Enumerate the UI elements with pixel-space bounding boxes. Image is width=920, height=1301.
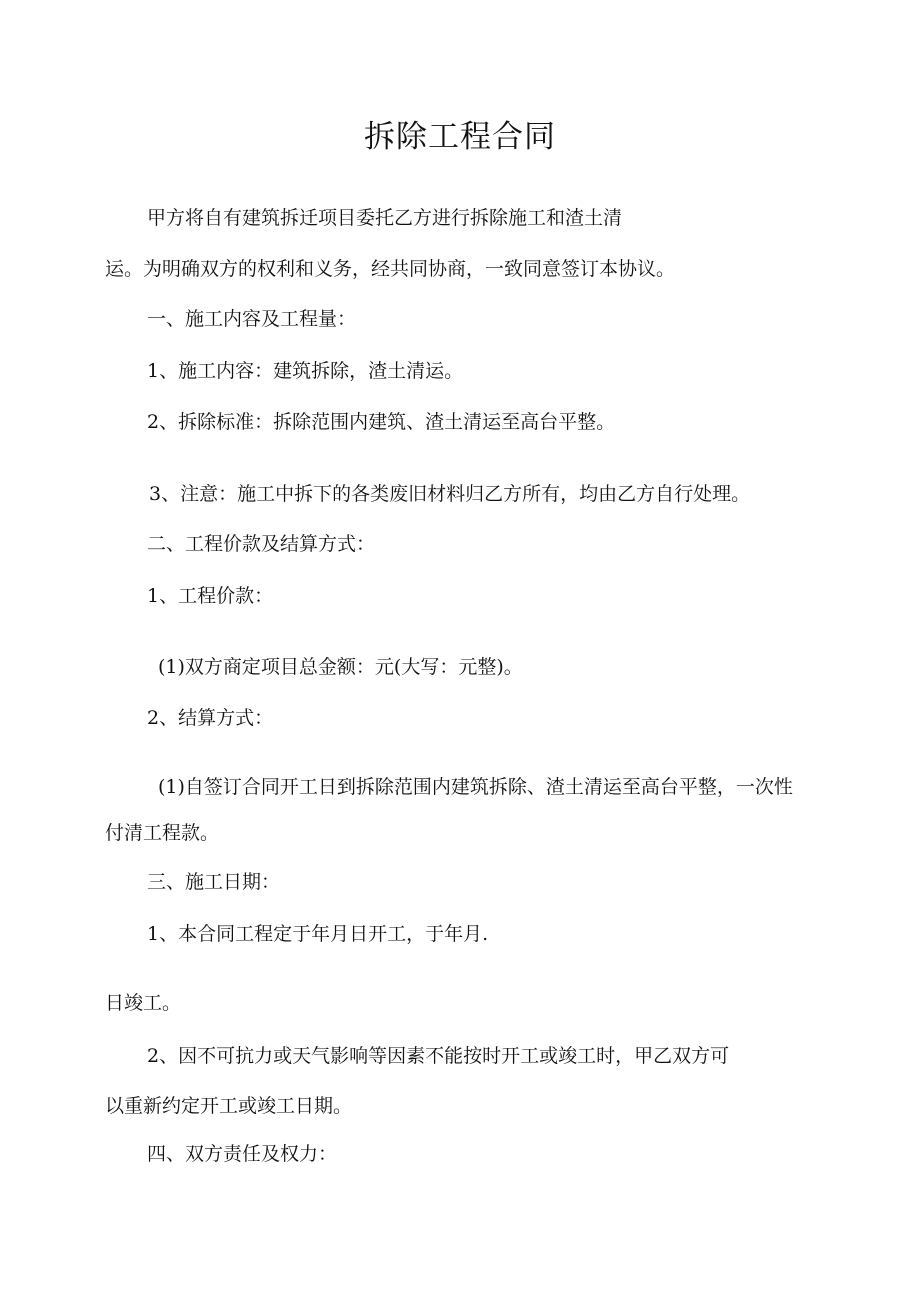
intro-line-2: 运。为明确双方的权利和义务，经共同协商，一致同意签订本协议。 <box>105 258 676 280</box>
clause-2-2-1-line-2: 付清工程款。 <box>105 822 220 844</box>
section-2-heading: 二、工程价款及结算方式： <box>147 533 376 555</box>
clause-2-2: 2、结算方式： <box>147 707 274 729</box>
clause-3-2-line-1: 2、因不可抗力或天气影响等因素不能按时开工或竣工时，甲乙双方可 <box>147 1045 730 1067</box>
clause-1-3: 3、注意：施工中拆下的各类废旧材料归乙方所有，均由乙方自行处理。 <box>149 483 751 505</box>
intro-line-1: 甲方将自有建筑拆迁项目委托乙方进行拆除施工和渣土清 <box>147 207 623 229</box>
document-title: 拆除工程合同 <box>364 119 556 155</box>
clause-3-1-line-1: 1、本合同工程定于年月日开工，于年月. <box>147 923 489 945</box>
section-3-heading: 三、施工日期： <box>147 871 281 893</box>
clause-1-2: 2、拆除标准：拆除范围内建筑、渣土清运至高台平整。 <box>147 411 616 433</box>
section-1-heading: 一、施工内容及工程量： <box>147 308 357 330</box>
clause-1-1: 1、施工内容：建筑拆除，渣土清运。 <box>147 360 464 382</box>
clause-3-1-line-2: 日竣工。 <box>105 992 182 1014</box>
clause-2-1: 1、工程价款： <box>147 585 274 607</box>
clause-2-1-1: (1)双方商定项目总金额：元(大写：元整)。 <box>158 656 523 678</box>
clause-3-2-line-2: 以重新约定开工或竣工日期。 <box>105 1095 353 1117</box>
clause-2-2-1-line-1: (1)自签订合同开工日到拆除范围内建筑拆除、渣土清运至高台平整，一次性 <box>158 776 793 798</box>
section-4-heading: 四、双方责任及权力： <box>147 1143 338 1165</box>
